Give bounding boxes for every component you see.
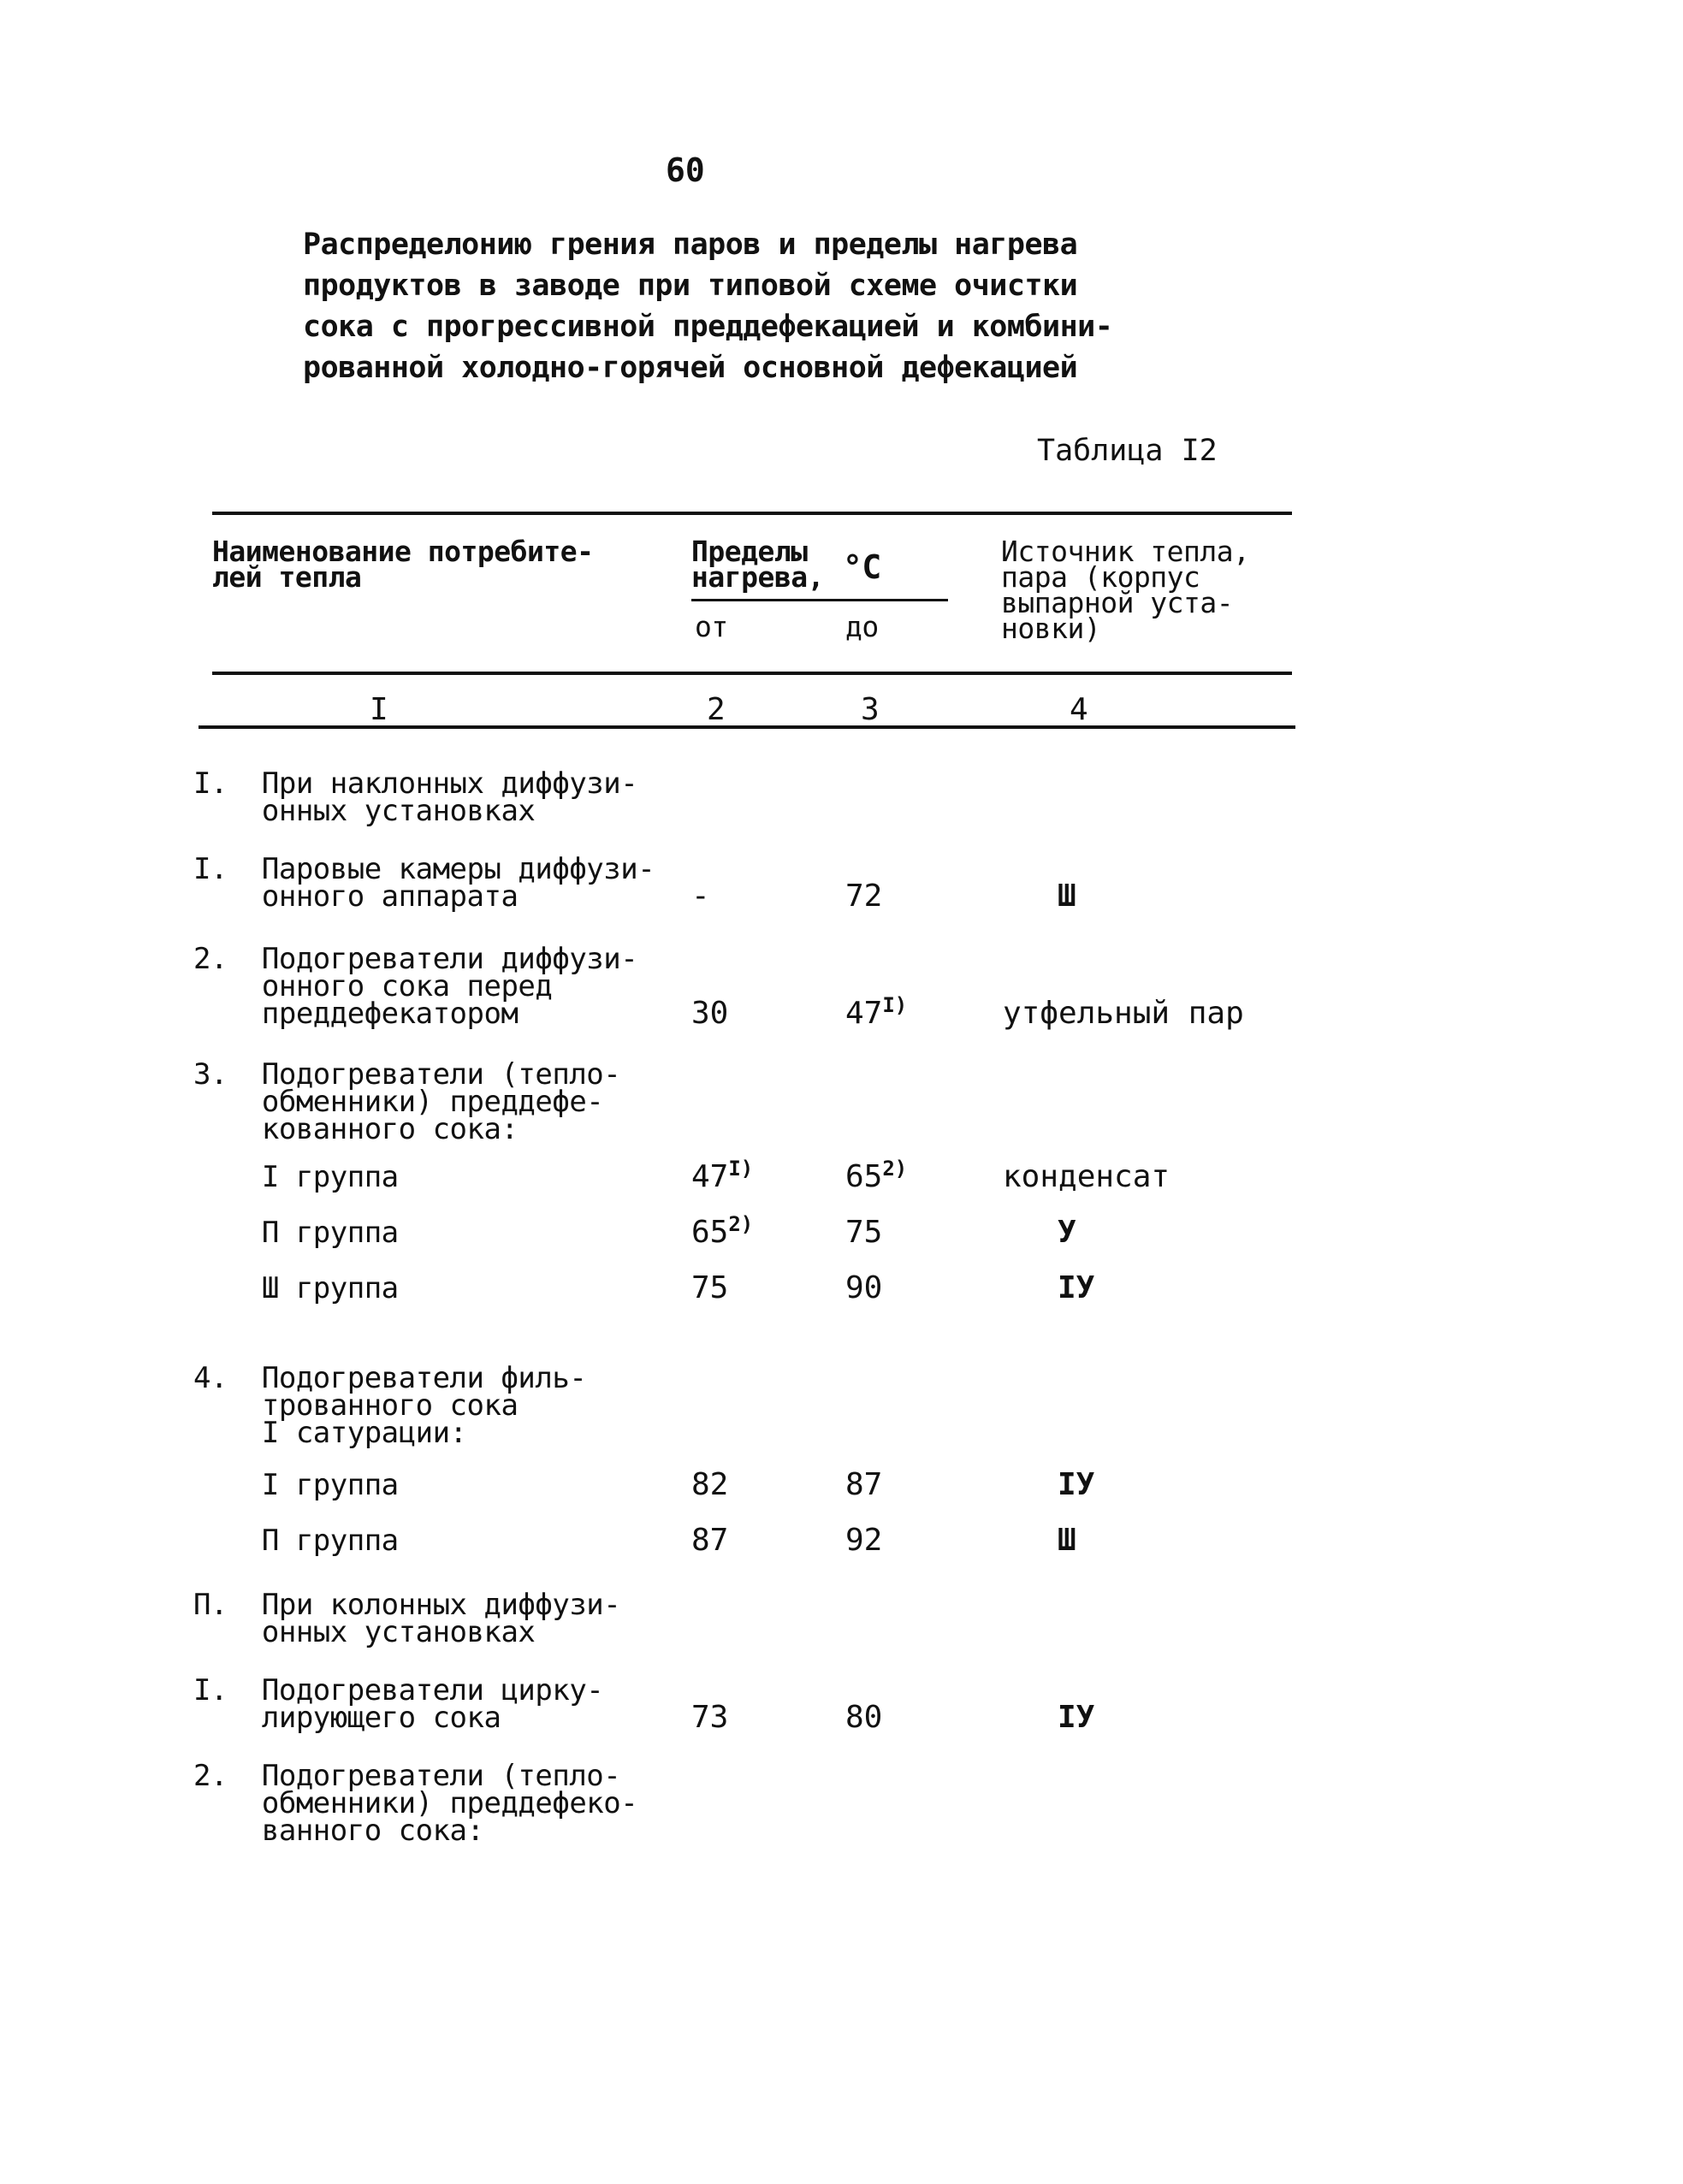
row-label-line: I. Паровые камеры диффузи- xyxy=(193,852,655,886)
row-from-value: 65$^{2)}$ xyxy=(691,1211,754,1250)
row-label-line: Ш группа xyxy=(193,1271,399,1305)
row-label-line: обменники) преддефе- xyxy=(193,1085,604,1119)
row-to-value: 87 xyxy=(845,1467,883,1502)
footnote-marker: 2) xyxy=(882,1156,908,1181)
header-limits-line: Пределы xyxy=(691,535,808,568)
row-label-line: П. При колонных диффузи- xyxy=(193,1588,621,1622)
header-consumer-line: лей тепла xyxy=(212,560,362,594)
row-to-value: $47^{I)}$ xyxy=(845,992,908,1031)
row-from-value: 87 xyxy=(691,1523,729,1558)
header-unit: °С xyxy=(843,548,881,586)
row-label-line: лирующего сока xyxy=(193,1701,501,1735)
row-to-value: 65$^{2)}$ xyxy=(845,1156,908,1194)
table-row-label xyxy=(193,1160,399,1194)
row-label-line: ванного сока: xyxy=(193,1814,484,1848)
column-number: I xyxy=(370,692,388,727)
header-source-line: выпарной уста- xyxy=(1001,586,1234,619)
row-label-line: преддефекатором xyxy=(193,997,519,1031)
table-row-label xyxy=(193,766,638,828)
row-label-line: онного сока перед xyxy=(193,969,553,1003)
row-heat-source: Ш xyxy=(1058,879,1076,914)
row-heat-source: У xyxy=(1058,1215,1076,1250)
row-label-line: кованного сока: xyxy=(193,1112,519,1146)
page-number: 60 xyxy=(666,151,705,189)
row-heat-source: IУ xyxy=(1058,1467,1095,1502)
footnote-marker: I) xyxy=(728,1156,754,1181)
row-label-line: I сатурации: xyxy=(193,1416,467,1450)
header-heat-source xyxy=(1001,535,1250,645)
header-heating-limits xyxy=(691,535,824,594)
column-number: 2 xyxy=(707,692,726,727)
row-from-value: 75 xyxy=(691,1270,729,1305)
row-label-line: I. При наклонных диффузи- xyxy=(193,766,638,801)
table-row-label xyxy=(193,1057,621,1146)
row-label-line: I. Подогреватели цирку- xyxy=(193,1673,604,1708)
row-heat-source: Ш xyxy=(1058,1523,1076,1558)
row-to-value: 90 xyxy=(845,1270,883,1305)
row-to-value: 75 xyxy=(845,1215,883,1250)
row-label-line: онных установках xyxy=(193,1615,536,1649)
header-source-line: Источник тепла, xyxy=(1001,535,1250,568)
row-to-value: 80 xyxy=(845,1700,883,1735)
row-label-line: онного аппарата xyxy=(193,879,519,914)
row-label-line: обменники) преддефеко- xyxy=(193,1786,638,1820)
table-row-label xyxy=(193,1759,638,1848)
row-label-line: трованного сока xyxy=(193,1388,519,1423)
row-label-line: 2. Подогреватели диффузи- xyxy=(193,942,638,976)
row-label-line: 3. Подогреватели (тепло- xyxy=(193,1057,621,1092)
header-source-line: новки) xyxy=(1001,612,1101,645)
row-heat-source: утфельный пар xyxy=(1003,996,1244,1031)
row-from-value: 82 xyxy=(691,1467,729,1502)
table-row-label xyxy=(193,1361,587,1450)
row-heat-source: IУ xyxy=(1058,1270,1095,1305)
column-number: 4 xyxy=(1070,692,1088,727)
header-from: от xyxy=(695,610,728,643)
header-limits-line: нагрева, xyxy=(691,560,824,594)
table-row-label xyxy=(193,1271,399,1305)
row-to-value: 92 xyxy=(845,1523,883,1558)
table-row-label xyxy=(193,1468,399,1502)
row-heat-source: конденсат xyxy=(1003,1159,1170,1194)
row-from-value: $47^{I)}$ xyxy=(691,1156,754,1194)
row-from-value: 73 xyxy=(691,1700,729,1735)
row-from-value: - xyxy=(691,879,710,914)
header-bottom-rule xyxy=(212,672,1292,675)
column-numbers-rule xyxy=(199,725,1295,729)
caption-line: продуктов в заводе при типовой схеме очистки xyxy=(303,269,1078,303)
caption-line: Распределонию грения паров и пределы нагрева xyxy=(303,228,1078,262)
table-row-label xyxy=(193,942,638,1031)
header-source-line: пара (корпус xyxy=(1001,560,1200,594)
header-consumer xyxy=(212,535,594,594)
row-label-line: П группа xyxy=(193,1216,399,1250)
row-label-line: онных установках xyxy=(193,794,536,828)
row-label-line: I группа xyxy=(193,1160,399,1194)
row-from-value: 30 xyxy=(691,996,729,1031)
table-row-label xyxy=(193,1524,399,1558)
header-sub-rule xyxy=(691,599,948,601)
row-label-line: 2. Подогреватели (тепло- xyxy=(193,1759,621,1793)
row-to-value: 72 xyxy=(845,879,883,914)
table-label: Таблица I2 xyxy=(1037,434,1218,468)
row-label-line: 4. Подогреватели филь- xyxy=(193,1361,587,1395)
footnote-marker: I) xyxy=(882,992,908,1017)
table-row-label xyxy=(193,1216,399,1250)
table-top-rule xyxy=(212,512,1292,515)
header-to: до xyxy=(845,610,879,643)
table-caption xyxy=(303,224,1112,388)
footnote-marker: 2) xyxy=(728,1211,754,1236)
caption-line: сока с прогрессивной преддефекацией и комбини- xyxy=(303,310,1113,344)
table-row-label xyxy=(193,852,655,914)
header-consumer-line: Наименование потребите- xyxy=(212,535,594,568)
row-label-line: П группа xyxy=(193,1524,399,1558)
caption-line: рованной холодно-горячей основной дефекацией xyxy=(303,351,1078,385)
table-row-label xyxy=(193,1673,604,1735)
column-number: 3 xyxy=(861,692,880,727)
row-heat-source: IУ xyxy=(1058,1700,1095,1735)
row-label-line: I группа xyxy=(193,1468,399,1502)
table-row-label xyxy=(193,1588,621,1649)
